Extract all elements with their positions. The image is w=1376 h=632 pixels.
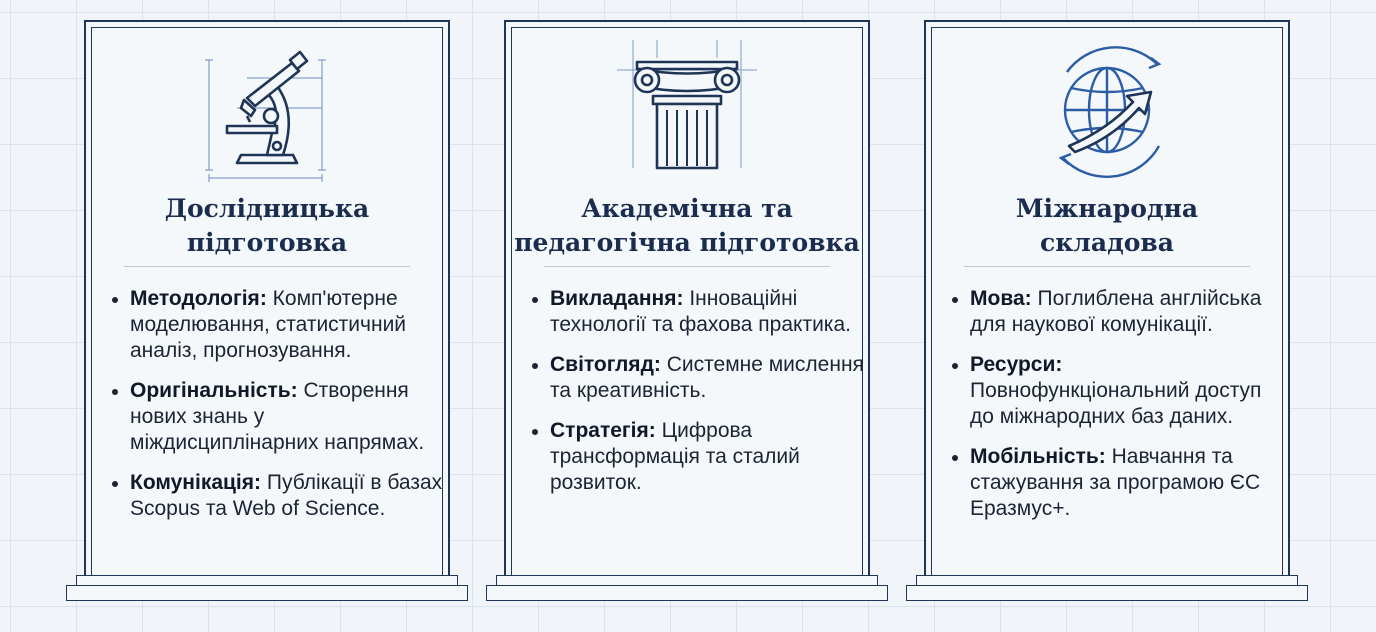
globe-arrow-icon xyxy=(1027,38,1187,198)
list-item: • Оригінальність: Створення нових знань у міждисциплінарних напрямах. xyxy=(130,378,444,456)
bullet-list xyxy=(114,286,444,536)
list-item: • Стратегія: Цифрова трансформація та сталий розвиток. xyxy=(550,418,864,496)
card-research-training xyxy=(84,20,450,580)
card-plinth-lower xyxy=(906,585,1308,601)
list-item: • Мобільність: Навчання та стажування за програмою ЄС Еразмус+. xyxy=(970,444,1284,522)
list-item: • Методологія: Комп'ютерне моделювання, статистичний аналіз, прогнозування. xyxy=(130,286,444,364)
card-plinth-lower xyxy=(66,585,468,601)
list-item: • Ресурси: Повнофункціональний доступ до міжнародних баз даних. xyxy=(970,352,1284,430)
card-plinth-lower xyxy=(486,585,888,601)
list-item: • Викладання: Інноваційні технології та фахова практика. xyxy=(550,286,864,338)
bullet-list xyxy=(954,286,1284,536)
list-item: • Комунікація: Публікації в базах Scopus та Web of Science. xyxy=(130,470,444,522)
card-international xyxy=(924,20,1290,580)
list-item: • Мова: Поглиблена англійська для наукової комунікації. xyxy=(970,286,1284,338)
divider xyxy=(964,266,1250,267)
card-academic-pedagogical xyxy=(504,20,870,580)
divider xyxy=(544,266,830,267)
card-title: Академічна та педагогічна підготовка xyxy=(514,194,860,257)
list-item: • Світогляд: Системне мислення та креативність. xyxy=(550,352,864,404)
ionic-column-icon xyxy=(607,38,767,198)
microscope-icon xyxy=(197,38,337,198)
divider xyxy=(124,266,410,267)
bullet-list xyxy=(534,286,864,510)
card-title: Міжнародна складова xyxy=(1015,194,1199,257)
card-title: Дослідницька підготовка xyxy=(164,194,370,257)
